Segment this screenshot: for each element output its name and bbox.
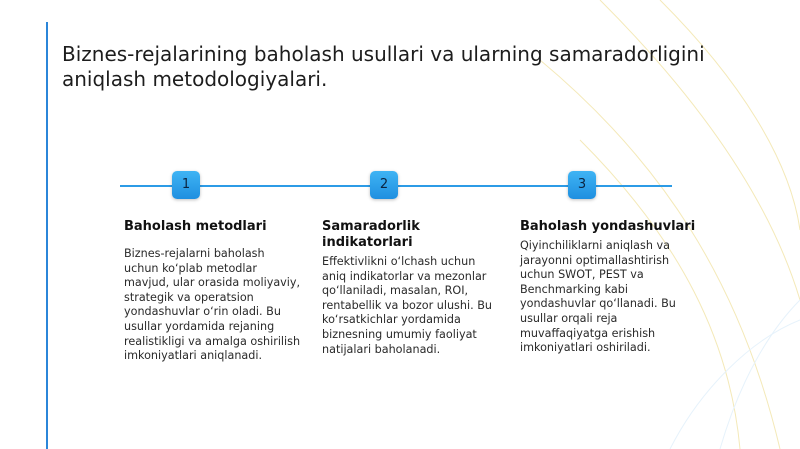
step-heading: Samaradorlik indikatorlari — [322, 219, 420, 250]
page-title: Biznes-rejalarining baholash usullari va ularning samaradorligini aniqlash metodologiyalari. — [62, 42, 705, 91]
left-accent-bar — [46, 22, 48, 449]
step-body: Effektivlikni o‘lchash uchun aniq indikatorlar va mezonlar qo‘llaniladi, masalan, ROI, rentabellik va bozor ulushi. Bu ko‘rsatkichlar yordamida biznesning umumiy faoliyat natijalari baholanadi. — [322, 255, 492, 356]
step-card-1 — [124, 219, 302, 364]
step-card-3 — [520, 219, 698, 356]
step-body: Qiyinchiliklarni aniqlash va jarayonni optimallashtirish uchun SWOT, PEST va Benchmarking kabi yondashuvlar qo‘llanadi. Bu usullar orqali reja muvaffaqiyatga erishish imkoniyatlari oshiriladi. — [520, 239, 676, 355]
timeline-marker-2: 2 — [370, 171, 398, 199]
timeline-marker-1: 1 — [172, 171, 200, 199]
step-body: Biznes-rejalarni baholash uchun ko‘plab metodlar mavjud, ular orasida moliyaviy, strategik va operatsion yondashuvlar o‘rin oladi. Bu usullar yordamida rejaning realistikligi va amalga oshirilish imkoniyatlari aniqlanadi. — [124, 247, 301, 363]
timeline-marker-3: 3 — [568, 171, 596, 199]
step-card-2 — [322, 219, 500, 357]
step-heading: Baholash metodlari — [124, 219, 267, 234]
step-heading: Baholash yondashuvlari — [520, 219, 696, 234]
